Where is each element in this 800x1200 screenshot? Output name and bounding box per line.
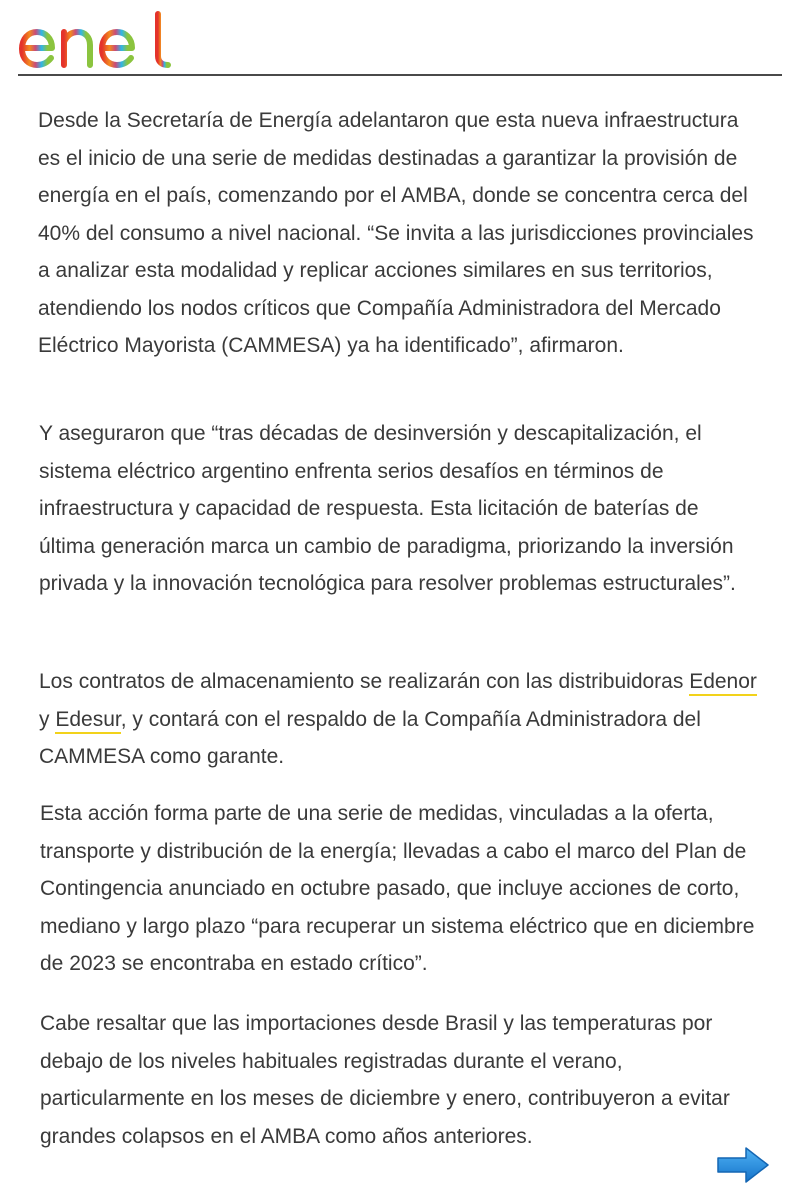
paragraph-3-text-before: Los contratos de almacenamiento se realizarán con las distribuidoras: [39, 670, 690, 693]
enel-logo[interactable]: [18, 10, 178, 68]
paragraph-3-text-middle: y: [39, 707, 56, 731]
paragraph-3-text-after: , y contará con el respaldo de la Compañía Administradora del CAMMESA como garante.: [39, 707, 701, 768]
paragraph-3: [39, 663, 759, 776]
arrow-right-icon[interactable]: [716, 1146, 770, 1184]
page-header: [18, 6, 782, 76]
paragraph-2: Y aseguraron que “tras décadas de desinversión y descapitalización, el sistema eléctrico argentino enfrenta serios desafíos en términos de infraestructura y capacidad de respuesta. Esta licitación de baterías de última generación marca un cambio de paradigma, priorizando la inversión privada y la innovación tecnológica para resolver problemas estructurales”.: [39, 422, 736, 595]
paragraph-1: Desde la Secretaría de Energía adelantaron que esta nueva infraestructura es el inicio de una serie de medidas destinadas a garantizar la provisión de energía en el país, comenzando por el AMBA, donde se concentra cerca del 40% del consumo a nivel nacional. “Se invita a las jurisdicciones provinciales a analizar esta modalidad y replicar acciones similares en sus territorios, atendiendo los nodos críticos que Compañía Administradora del Mercado Eléctrico Mayorista (CAMMESA) ya ha identificado”, afirmaron.: [38, 109, 754, 357]
paragraph-5: Cabe resaltar que las importaciones desde Brasil y las temperaturas por debajo de los niveles habituales registradas durante el verano, particularmente en los meses de diciembre y enero, contribuyeron a evitar grandes colapsos en el AMBA como años anteriores.: [40, 1012, 730, 1148]
edesur-link[interactable]: Edesur: [55, 708, 120, 734]
paragraph-4: Esta acción forma parte de una serie de medidas, vinculadas a la oferta, transporte y distribución de la energía; llevadas a cabo el marco del Plan de Contingencia anunciado en octubre pasado, que incluye acciones de corto, mediano y largo plazo “para recuperar un sistema eléctrico que en diciembre de 2023 se encontraba en estado crítico”.: [40, 802, 755, 975]
edenor-link[interactable]: Edenor: [689, 670, 757, 696]
